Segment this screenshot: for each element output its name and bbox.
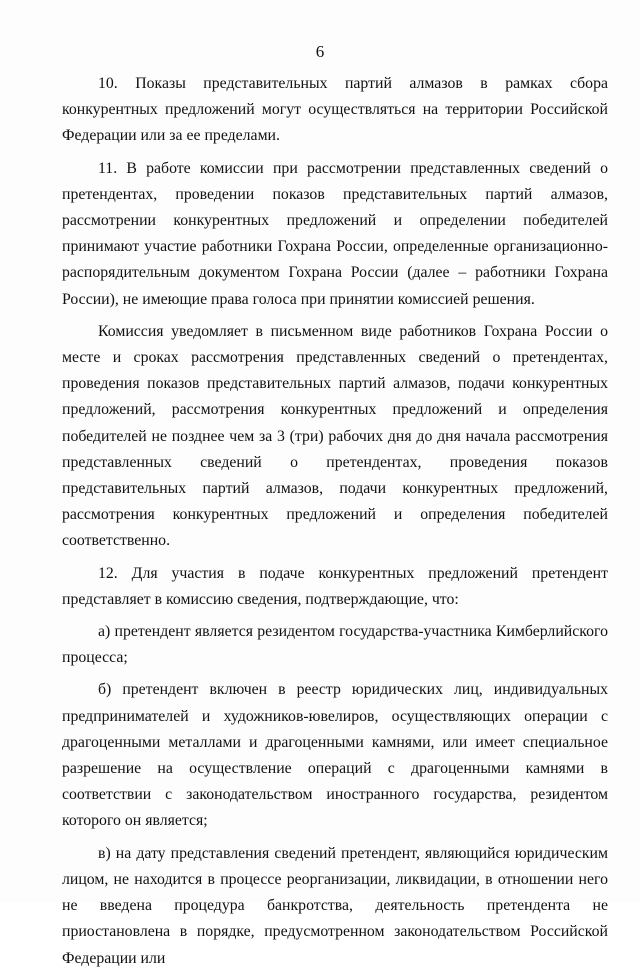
paragraph-12-v: в) на дату представления сведений претендент, являющийся юридическим лицом, не находится в процессе реорганизации, ликвидации, в отношении него не введена процедура банкротства, деятельность претендента не приостановлена в порядке, предусмотренном законодательством Российской Федерации или [62, 844, 608, 967]
paragraph-commission-notice: Комиссия уведомляет в письменном виде работников Гохрана России о месте и сроках рассмотрения представленных сведений о претендентах, проведения показов представительных партий алмазов, подачи конкурентных предложений, рассмотрения конкурентных предложений и определения победителей не позднее чем за 3 (три) рабочих дня до дня начала рассмотрения представленных сведений о претендентах, проведения показов представительных партий алмазов, подачи конкурентных предложений, рассмотрения конкурентных предложений и определения победителей соответственно. [62, 322, 608, 550]
page-number: 6 [315, 42, 325, 61]
paragraph-11: 11. В работе комиссии при рассмотрении представленных сведений о претендентах, проведении показов представительных партий алмазов, рассмотрении конкурентных предложений и определении победителей принимают участие работники Гохрана России, определенные организационно-распорядительным документом Гохрана России (далее – работники Гохрана России), не имеющие права голоса при принятии комиссией решения. [62, 159, 608, 308]
paragraph-12-a: а) претендент является резидентом государства-участника Кимберлийского процесса; [62, 623, 608, 667]
paragraph-12: 12. Для участия в подаче конкурентных предложений претендент представляет в комиссию сведения, подтверждающие, что: [62, 564, 608, 608]
paragraph-12-b: б) претендент включен в реестр юридических лиц, индивидуальных предпринимателей и художников-ювелиров, осуществляющих операции с драгоценными металлами и драгоценными камнями, или имеет специальное разрешение на осуществление операций с драгоценными камнями в соответствии с законодательством иностранного государства, резидентом которого он является; [62, 681, 608, 830]
document-body [62, 71, 608, 978]
paragraph-10: 10. Показы представительных партий алмазов в рамках сбора конкурентных предложений могут осуществляться на территории Российской Федерации или за ее пределами. [62, 75, 608, 145]
